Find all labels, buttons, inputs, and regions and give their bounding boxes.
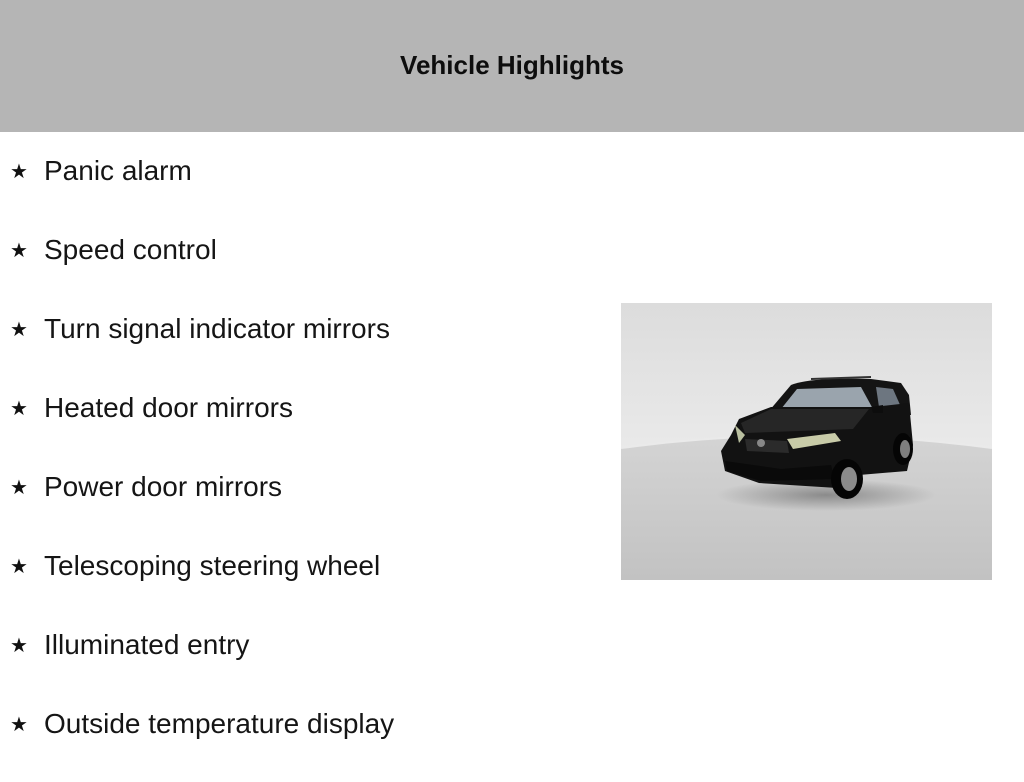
highlights-list [10,150,590,782]
star-icon: ★ [10,633,28,657]
list-item [10,466,590,545]
list-item [10,545,590,624]
highlight-label: Telescoping steering wheel [44,550,381,581]
list-item [10,703,590,782]
star-icon: ★ [10,396,28,420]
list-item [10,229,590,308]
star-icon: ★ [10,159,28,183]
highlight-label: Panic alarm [44,155,192,186]
star-icon: ★ [10,554,28,578]
highlight-label: Illuminated entry [44,629,250,660]
highlight-label: Turn signal indicator mirrors [44,313,390,344]
star-icon: ★ [10,475,28,499]
highlight-label: Power door mirrors [44,471,283,502]
header-banner [0,0,1024,132]
list-item [10,387,590,466]
list-item [10,624,590,703]
star-icon: ★ [10,238,28,262]
highlight-label: Heated door mirrors [44,392,293,423]
highlight-label: Outside temperature display [44,708,395,739]
highlight-label: Speed control [44,234,217,265]
star-icon: ★ [10,317,28,341]
page-title: Vehicle Highlights [400,49,624,80]
list-item [10,150,590,229]
vehicle-photo [621,303,992,580]
star-icon: ★ [10,712,28,736]
list-item [10,308,590,387]
